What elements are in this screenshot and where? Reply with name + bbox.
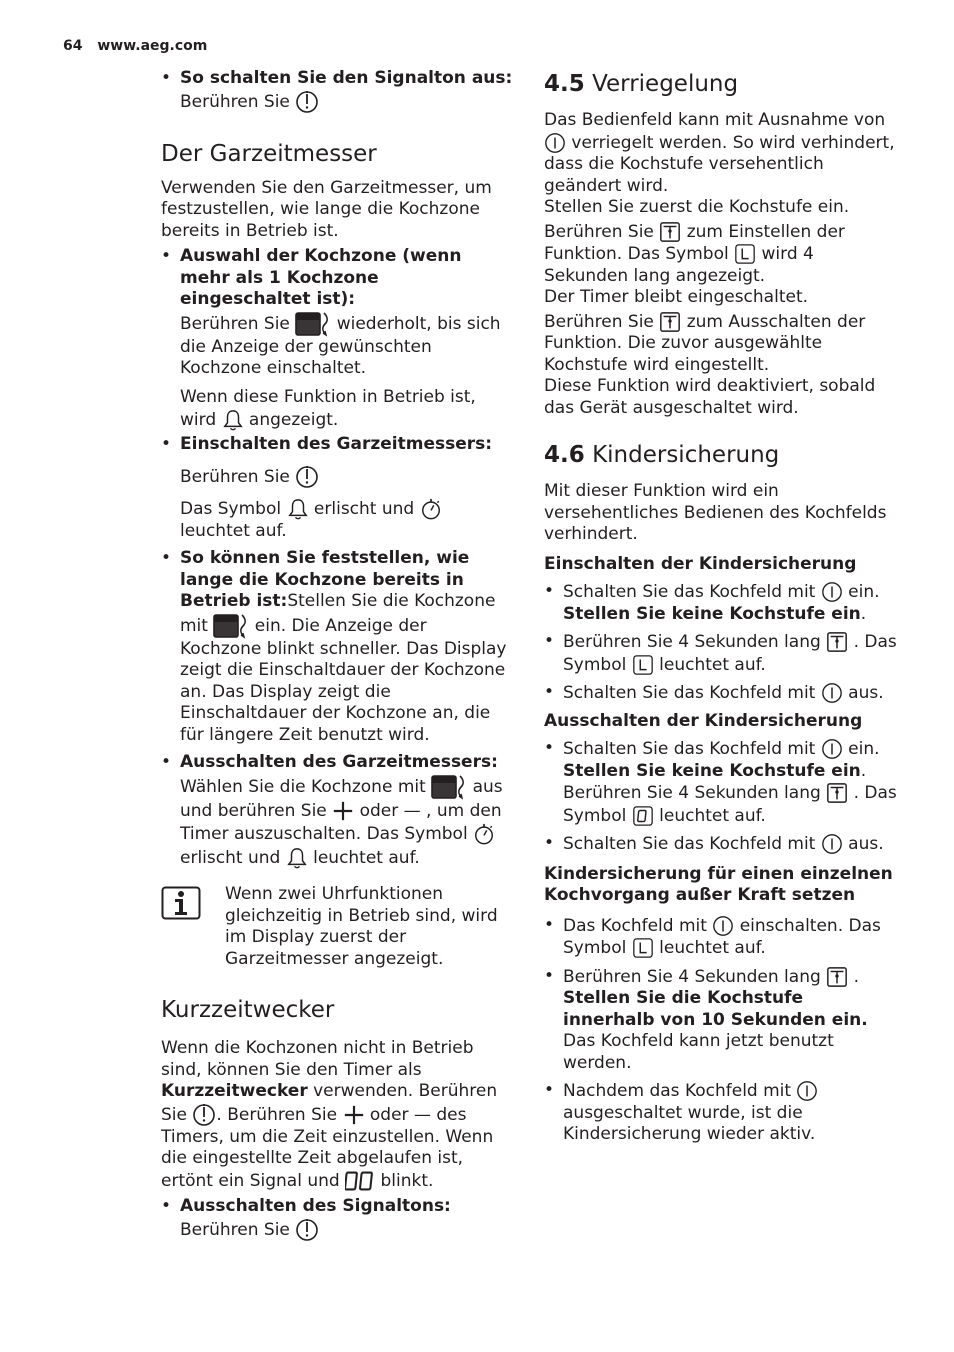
- garzeit-b1-bold: Auswahl der Kochzone (wenn mehr als 1 Kochzone eingeschaltet ist):: [180, 246, 462, 309]
- lock-t3: Stellen Sie zuerst die Kochstufe ein.: [544, 197, 850, 217]
- plus-icon: [343, 1104, 365, 1126]
- kurz-t2: verwenden. Berühren Sie: [161, 1081, 498, 1125]
- double-zero-icon: [345, 1170, 375, 1192]
- child-s3-bullet-3: [544, 1080, 900, 1146]
- left-column: [161, 68, 513, 1242]
- power-icon: [821, 682, 843, 704]
- lock-key-icon: [826, 631, 848, 653]
- signal-off-bold: So schalten Sie den Signalton aus:: [180, 68, 513, 88]
- page-number: 64: [63, 38, 83, 54]
- info-note: [161, 884, 513, 970]
- garzeit-intro: Verwenden Sie den Garzeitmesser, um festzustellen, wie lange die Kochzone bereits in Betrieb ist.: [161, 177, 492, 241]
- lock-t1: Das Bedienfeld kann mit Ausnahme von: [544, 110, 886, 130]
- child-s3-b3b: ausgeschaltet wurde, ist die Kindersicherung wieder aktiv.: [563, 1102, 816, 1144]
- page-header: [63, 38, 207, 54]
- lock-para-4: [544, 221, 900, 288]
- zone-select-icon: [431, 774, 467, 800]
- l-symbol-icon: [734, 243, 756, 265]
- kurz-b1-t1: Berühren Sie: [180, 1219, 290, 1240]
- child-s2-b1e: leuchtet auf.: [659, 805, 766, 826]
- lock-t4c: wird 4 Sekunden lang angezeigt.: [544, 244, 814, 286]
- garzeit-b2-bold: Einschalten des Garzeitmessers:: [180, 434, 493, 454]
- child-s2-b1d: . Das Symbol: [563, 783, 897, 826]
- lock-para-1: [544, 110, 900, 197]
- child-s1-b2a: Berühren Sie 4 Sekunden lang: [563, 632, 821, 652]
- zone-select-icon: [295, 311, 331, 337]
- kurz-t4: oder — des Timers, um die Zeit einzustellen. Wenn die eingestellte Zeit abgelaufen ist, ertönt ein Signal und: [161, 1104, 494, 1191]
- lock-t6b: zum Ausschalten der Funktion. Die zuvor ausgewählte Kochstufe wird eingestellt.: [544, 311, 866, 375]
- kurz-bullet-1: [161, 1196, 513, 1242]
- child-s3-b2a: Berühren Sie 4 Sekunden lang: [563, 966, 821, 987]
- kurz-t3: . Berühren Sie: [216, 1104, 338, 1125]
- lock-t2: verriegelt werden. So wird verhindert, dass die Kochstufe versehentlich geändert wird.: [544, 132, 895, 196]
- lock-t5: Der Timer bleibt eingeschaltet.: [544, 287, 809, 307]
- garzeit-b1-para2: [161, 387, 513, 433]
- info-note-text: Wenn zwei Uhrfunktionen gleichzeitig in Betrieb sind, wird im Display zuerst der Garzeitmesser angezeigt.: [225, 884, 498, 969]
- child-s1-b1b: ein.: [848, 582, 880, 602]
- child-s3-bullet-1: [544, 915, 900, 960]
- child-s3-b2-bold: Stellen Sie die Kochstufe innerhalb von 10 Sekunden ein.: [563, 988, 868, 1030]
- stopwatch-icon: [420, 497, 442, 521]
- info-icon: [161, 886, 201, 927]
- kurzzeit-para: [161, 1038, 513, 1192]
- child-s1-bullet-2: [544, 631, 900, 676]
- garzeit-b2-t2c: leuchtet auf.: [180, 520, 287, 541]
- lock-key-icon: [659, 221, 681, 243]
- garzeit-bullet-4: [161, 752, 513, 870]
- power-icon: [821, 833, 843, 855]
- garzeit-b1-text2: wiederholt, bis sich die Anzeige der gewünschten Kochzone einschaltet.: [180, 313, 501, 378]
- child-s2-b1c: . Berühren Sie 4 Sekunden lang: [563, 760, 867, 803]
- kurz-t1: Wenn die Kochzonen nicht in Betrieb sind, können Sie den Timer als: [161, 1038, 474, 1080]
- kurz-b1-bold: Ausschalten des Signaltons:: [180, 1196, 451, 1216]
- garzeit-bullet-3: [161, 548, 513, 746]
- lock-para-6: [544, 311, 900, 377]
- power-icon: [821, 738, 843, 760]
- lock-t7: Diese Funktion wird deaktiviert, sobald das Gerät ausgeschaltet wird.: [544, 376, 876, 418]
- child-s3-b1c: leuchtet auf.: [659, 938, 766, 958]
- child-s2-b2a: Schalten Sie das Kochfeld mit: [563, 834, 816, 854]
- l-symbol-icon: [632, 654, 654, 676]
- child-s1-b3b: aus.: [848, 683, 884, 703]
- child-section-number: 4.6: [544, 442, 585, 468]
- child-intro: Mit dieser Funktion wird ein versehentliches Bedienen des Kochfelds verhindert.: [544, 481, 887, 544]
- kurz-t1-bold: Kurzzeitwecker: [161, 1081, 308, 1101]
- child-s3-b1a: Das Kochfeld mit: [563, 915, 707, 936]
- child-subhead-3: Kindersicherung für einen einzelnen Kochvorgang außer Kraft setzen: [544, 863, 893, 905]
- lock-t4b: zum Einstellen der Funktion. Das Symbol: [544, 221, 845, 264]
- garzeit-b3-bold: So können Sie feststellen, wie lange die Kochzone bereits in Betrieb ist:: [180, 548, 470, 611]
- bell-icon: [287, 497, 309, 521]
- power-icon: [821, 581, 843, 603]
- garzeit-bullet-1: [161, 246, 513, 380]
- lock-t6a: Berühren Sie: [544, 311, 654, 332]
- garzeit-b2-t2b: erlischt und: [313, 498, 415, 519]
- child-subhead-1: Einschalten der Kindersicherung: [544, 553, 857, 574]
- garzeit-b4-t2: aus und berühren Sie: [180, 776, 503, 821]
- child-s1-b1a: Schalten Sie das Kochfeld mit: [563, 582, 816, 602]
- child-s3-b3a: Nachdem das Kochfeld mit: [563, 1081, 792, 1101]
- garzeit-b2-t1: Berühren Sie: [180, 466, 290, 487]
- child-s1-b2c: leuchtet auf.: [659, 654, 766, 675]
- child-s2-b2b: aus.: [848, 834, 884, 854]
- section-title-lock: [544, 70, 900, 98]
- timer-icon: [295, 1218, 319, 1242]
- garzeit-b4-t1: Wählen Sie die Kochzone mit: [180, 776, 426, 797]
- garzeit-b4-t5: leuchtet auf.: [313, 848, 420, 868]
- child-s1-b1-bold: Stellen Sie keine Kochstufe ein: [563, 603, 861, 624]
- right-column: [544, 70, 900, 1146]
- garzeit-b1-p2a: Wenn diese Funktion in Betrieb ist, wird: [180, 386, 476, 430]
- website: www.aeg.com: [97, 38, 208, 54]
- child-s3-b1b: einschalten. Das Symbol: [563, 915, 881, 958]
- timer-icon: [295, 465, 319, 489]
- lock-key-icon: [659, 311, 681, 333]
- lock-section-title: Verriegelung: [592, 71, 739, 97]
- child-s2-bullet-2: [544, 833, 900, 856]
- garzeit-b2-para1: [161, 465, 513, 489]
- lock-key-icon: [826, 782, 848, 804]
- l-symbol-icon: [632, 937, 654, 959]
- child-s2-b1-bold: Stellen Sie keine Kochstufe ein: [563, 760, 861, 781]
- child-s2-bullet-1: [544, 738, 900, 827]
- section-title-child: [544, 441, 900, 469]
- garzeit-b4-t3: oder — , um den Timer auszuschalten. Das Symbol: [180, 800, 502, 844]
- child-section-title: Kindersicherung: [592, 442, 780, 468]
- lock-t4a: Berühren Sie: [544, 221, 654, 242]
- section-title-kurzzeit: Kurzzeitwecker: [161, 997, 335, 1023]
- lock-key-icon: [826, 966, 848, 988]
- child-s2-b1a: Schalten Sie das Kochfeld mit: [563, 739, 816, 759]
- child-s1-bullet-1: • Schalten Sie das Kochfeld mit ein. Stellen Sie keine Kochstufe ein.: [544, 581, 900, 625]
- child-s2-b1b: ein.: [848, 739, 880, 759]
- power-icon: [712, 915, 734, 937]
- garzeit-b3-t2: ein. Die Anzeige der Kochzone blinkt schneller. Das Display zeigt die Einschaltdauer der Kochzone an. Das Display zeigt die Einschaltdauer der Kochzone an, die für längere Zeit benutzt wird.: [180, 615, 507, 745]
- garzeit-b3-t1: Stellen Sie die Kochzone mit: [180, 591, 496, 636]
- garzeit-b4-bold: Ausschalten des Garzeitmessers:: [180, 752, 498, 772]
- signal-off-text: Berühren Sie: [180, 91, 290, 112]
- garzeit-bullet-2: [161, 434, 513, 456]
- garzeit-b2-para2: [161, 497, 513, 543]
- child-subhead-2: Ausschalten der Kindersicherung: [544, 710, 863, 731]
- timer-icon: [295, 90, 319, 114]
- child-s3-bullet-2: • Berühren Sie 4 Sekunden lang . Stellen Sie die Kochstufe innerhalb von 10 Sekunden ein. Das Kochfeld kann jetzt benutzt werden.: [544, 966, 900, 1075]
- zero-symbol-icon: [632, 805, 654, 827]
- child-s1-bullet-3: [544, 682, 900, 705]
- power-icon: [544, 132, 566, 154]
- child-s3-b2b: Das Kochfeld kann jetzt benutzt werden.: [563, 1031, 834, 1073]
- power-icon: [796, 1080, 818, 1102]
- child-s1-b2b: . Das Symbol: [563, 632, 897, 675]
- signal-off-item: [161, 68, 513, 114]
- plus-icon: [332, 800, 354, 822]
- lock-section-number: 4.5: [544, 71, 585, 97]
- zone-select-icon: [213, 613, 249, 639]
- stopwatch-icon: [473, 822, 495, 846]
- garzeit-b2-t2a: Das Symbol: [180, 498, 282, 519]
- timer-icon: [192, 1103, 216, 1127]
- garzeit-b1-text1: Berühren Sie: [180, 313, 290, 334]
- garzeit-b1-p2b: angezeigt.: [248, 410, 339, 430]
- garzeit-b4-t4: erlischt und: [180, 848, 281, 868]
- section-title-garzeit: Der Garzeitmesser: [161, 140, 377, 167]
- bell-icon: [222, 408, 244, 432]
- bell-icon: [286, 846, 308, 870]
- kurz-t5: blinkt.: [380, 1170, 434, 1191]
- child-s1-b3a: Schalten Sie das Kochfeld mit: [563, 683, 816, 703]
